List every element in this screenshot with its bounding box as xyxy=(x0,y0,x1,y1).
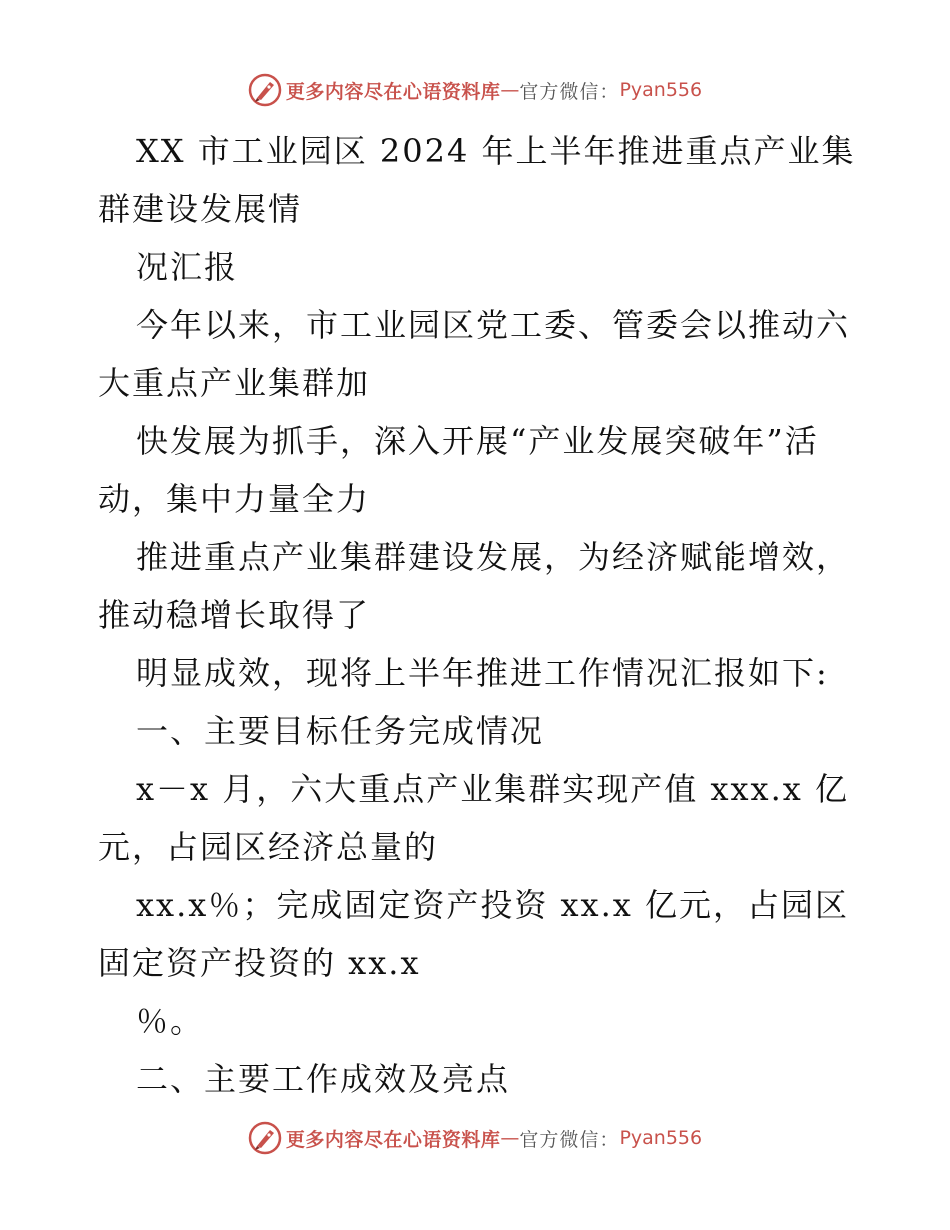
quill-pen-logo-icon xyxy=(248,1121,282,1155)
paragraph-line: 动，集中力量全力 xyxy=(98,480,371,518)
quill-pen-logo-icon xyxy=(248,73,282,107)
watermark-wechat-id: Pyan556 xyxy=(619,1127,703,1149)
paragraph-line: 推动稳增长取得了 xyxy=(98,596,371,634)
paragraph-line: 元，占园区经济总量的 xyxy=(98,828,439,866)
watermark-wechat-label: 官方微信： xyxy=(519,1128,620,1151)
title-line-1: XX 市工业园区 2024 年上半年推进重点产业集 xyxy=(136,132,856,170)
watermark-site-name: 更多内容尽在心语资料库 xyxy=(285,1128,501,1151)
watermark-dash: — xyxy=(500,1127,520,1149)
watermark-wechat-label: 官方微信： xyxy=(519,80,620,103)
paragraph-line: 推进重点产业集群建设发展，为经济赋能增效， xyxy=(136,538,851,576)
header-watermark xyxy=(0,70,950,110)
paragraph-line: 明显成效，现将上半年推进工作情况汇报如下: xyxy=(136,654,829,692)
title-line-3: 况汇报 xyxy=(136,248,239,286)
title-line-2: 群建设发展情 xyxy=(98,190,303,228)
paragraph-line: ％。 xyxy=(136,1002,205,1040)
watermark-dash: — xyxy=(500,79,520,101)
section-heading-1: 一、主要目标任务完成情况 xyxy=(136,712,545,750)
section-heading-2: 二、主要工作成效及亮点 xyxy=(136,1060,511,1098)
paragraph-line: 固定资产投资的 xx.x xyxy=(98,944,421,982)
paragraph-line: x－x 月，六大重点产业集群实现产值 xxx.x 亿 xyxy=(136,770,849,808)
footer-watermark xyxy=(0,1118,950,1158)
paragraph-line: 快发展为抓手，深入开展“产业发展突破年”活 xyxy=(136,422,819,460)
document-body xyxy=(98,122,858,1108)
paragraph-line: 今年以来，市工业园区党工委、管委会以推动六 xyxy=(136,306,851,344)
paragraph-line: xx.x％；完成固定资产投资 xx.x 亿元，占园区 xyxy=(136,886,849,924)
paragraph-line: 大重点产业集群加 xyxy=(98,364,371,402)
watermark-wechat-id: Pyan556 xyxy=(619,79,703,101)
watermark-site-name: 更多内容尽在心语资料库 xyxy=(285,80,501,103)
